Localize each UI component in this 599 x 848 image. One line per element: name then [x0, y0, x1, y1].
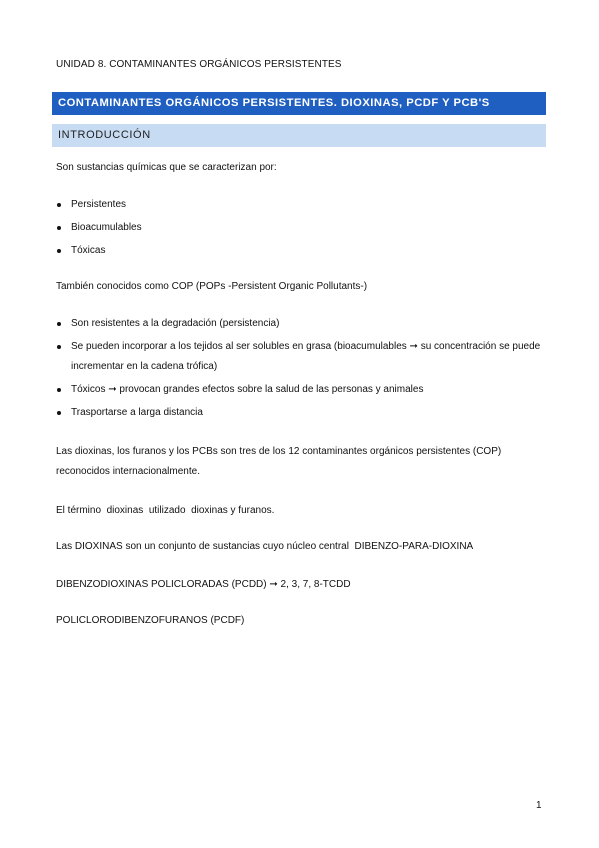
list-item [56, 241, 546, 261]
list-item-text: Se pueden incorporar a los tejidos al ser solubles en grasa (bioacumulables ➞ su concentración se puede incrementar en la cadena trófica) [71, 341, 541, 372]
bullet-icon [57, 411, 61, 415]
also-known-paragraph: También conocidos como COP (POPs -Persistent Organic Pollutants-) [56, 281, 368, 292]
features-list [56, 314, 546, 426]
pcdf-line: POLICLORODIBENZOFURANOS (PCDF) [56, 615, 245, 626]
running-header: UNIDAD 8. CONTAMINANTES ORGÁNICOS PERSISTENTES [56, 59, 342, 70]
list-item-text: Tóxicas [71, 245, 106, 256]
dioxins-paragraph: Las dioxinas, los furanos y los PCBs son tres de los 12 contaminantes orgánicos persistentes (COP) reconocidos internacionalmente. [56, 446, 502, 477]
properties-list [56, 195, 546, 264]
list-item [56, 218, 546, 238]
subsection-heading: INTRODUCCIÓN [52, 124, 546, 147]
dioxinas-definition: Las DIOXINAS son un conjunto de sustancias cuyo núcleo central DIBENZO-PARA-DIOXINA [56, 541, 474, 552]
bullet-icon [57, 203, 61, 207]
bullet-icon [57, 345, 61, 349]
bullet-icon [57, 388, 61, 392]
list-item-text: Persistentes [71, 199, 127, 210]
list-item [56, 380, 546, 400]
list-item [56, 195, 546, 215]
list-item-text: Bioacumulables [71, 222, 142, 233]
list-item [56, 314, 546, 334]
section-heading: CONTAMINANTES ORGÁNICOS PERSISTENTES. DIOXINAS, PCDF Y PCB'S [52, 92, 546, 115]
term-paragraph: El término dioxinas utilizado dioxinas y furanos. [56, 505, 275, 516]
list-item-text: Son resistentes a la degradación (persistencia) [71, 318, 280, 329]
bullet-icon [57, 322, 61, 326]
page-number: 1 [536, 800, 542, 811]
intro-paragraph: Son sustancias químicas que se caracterizan por: [56, 162, 277, 173]
bullet-icon [57, 226, 61, 230]
list-item [56, 337, 546, 377]
bullet-icon [57, 249, 61, 253]
list-item [56, 403, 546, 423]
list-item-text: Tóxicos ➞ provocan grandes efectos sobre la salud de las personas y animales [71, 384, 424, 395]
list-item-text: Trasportarse a larga distancia [71, 407, 203, 418]
pcdd-line: DIBENZODIOXINAS POLICLORADAS (PCDD) ➞ 2, 3, 7, 8-TCDD [56, 579, 351, 590]
